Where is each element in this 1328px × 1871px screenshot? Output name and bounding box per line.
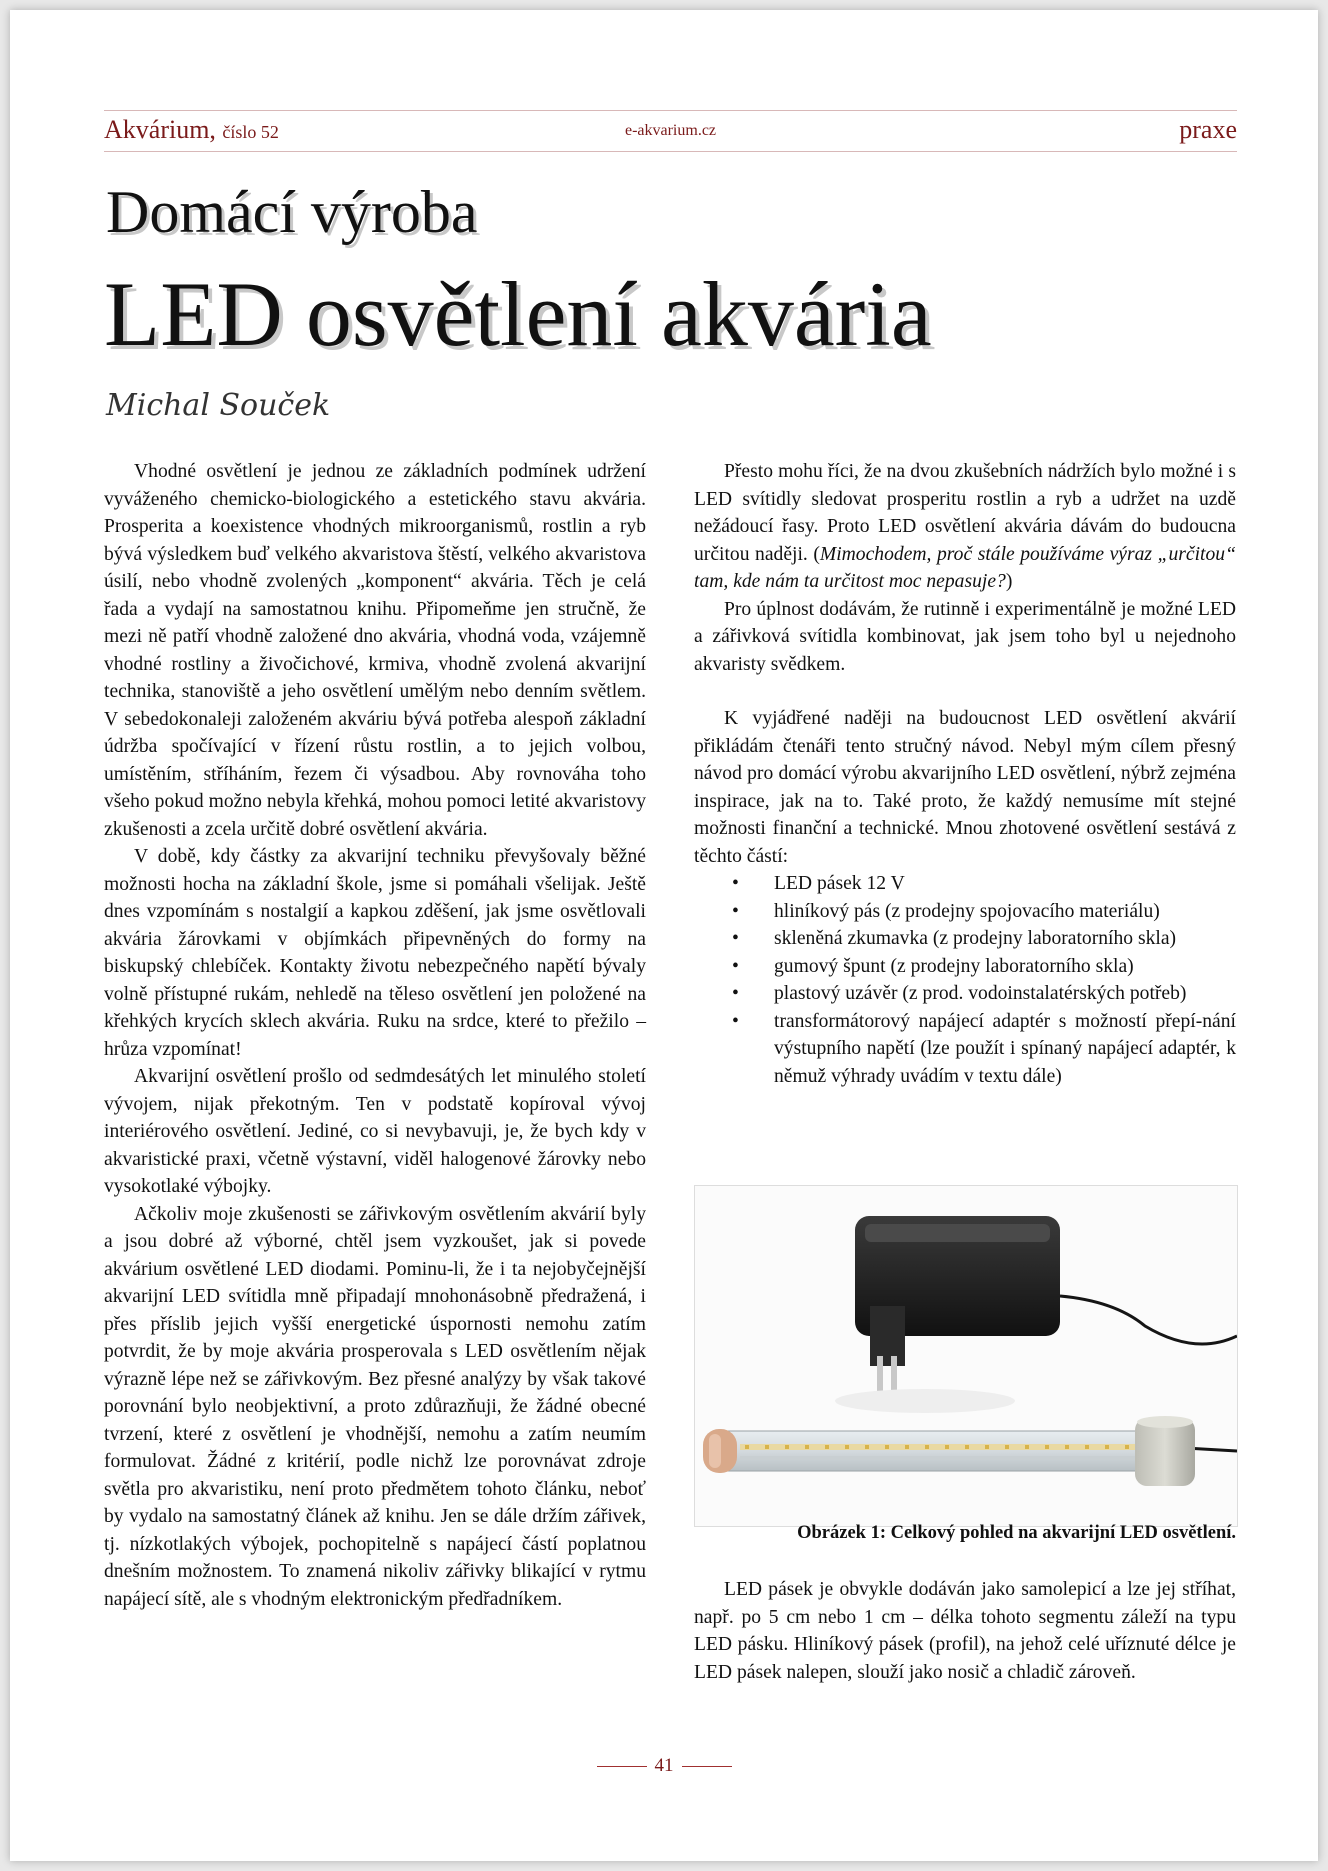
paragraph-text: Přesto mohu říci, že na dvou zkušebních nádržích bylo možné i s LED svítidly sledovat prosperitu rostlin a ryb a udržet na uzdě nežádoucí řasy. Proto LED osvětlení akvária dávám do budoucna určitou naději. ( [694, 461, 1236, 565]
list-item: • skleněná zkumavka (z prodejny laboratorního skla) [694, 925, 1236, 953]
figure-led-light-photo [694, 1185, 1238, 1527]
list-item: • hliníkový pás (z prodejny spojovacího materiálu) [694, 898, 1236, 926]
paragraph: LED pásek je obvykle dodáván jako samolepicí a lze jej stříhat, např. po 5 cm nebo 1 cm – délka tohoto segmentu záleží na typu LED pásku. Hliníkový pásek (profil), na jehož celé uříznuté délce je LED pásek nalepen, slouží jako nosič a chladič zároveň. [694, 1579, 1236, 1683]
issue-number: číslo 52 [222, 122, 279, 142]
list-item: • transformátorový napájecí adaptér s možností přepí-nání výstupního napětí (lze použít i spínaný napájecí adaptér, k němuž výhrady uvádím v textu dále) [694, 1008, 1236, 1091]
paragraph [694, 458, 1236, 596]
paragraph-text: ) [1005, 571, 1013, 592]
site-url: e-akvarium.cz [624, 122, 717, 139]
list-item: • gumový špunt (z prodejny laboratorního skla) [694, 953, 1236, 981]
article-subtitle: Domácí výroba [106, 179, 478, 245]
page [10, 10, 1318, 1861]
list-item: • plastový uzávěr (z prod. vodoinstalatérských potřeb) [694, 980, 1236, 1008]
section-name: praxe [1179, 115, 1237, 144]
magazine-title: Akvárium, [104, 115, 216, 144]
paragraph: V době, kdy částky za akvarijní techniku převyšovaly běžné možnosti hocha na základní škole, jsme si pomáhali všelijak. Ještě dnes vzpomínám s nostalgií a kapkou zděšení, jak jsme osvětlovali akvária žárovkami v objímkách připevněných do formy na biskupský chlebíček. Kontakty životu nebezpečného napětí bývaly volně přístupné rukám, nehledě na těleso osvětlení jen položené na křehkých krycích sklech akvária. Ruku na srdce, které to přežilo – hrůza vzpomínat! [104, 846, 646, 1060]
paragraph: K vyjádřené naději na budoucnost LED osvětlení akvárií přikládám čtenáři tento stručný návod. Nebyl mým cílem přesný návod pro domácí výrobu akvarijního LED osvětlení, nýbrž zejména inspirace, jak na to. Také proto, že každý nemusíme mít stejné možnosti finanční a technické. Mnou zhotovené osvětlení sestává z těchto částí: [694, 708, 1236, 867]
footer-rule-left [597, 1766, 647, 1767]
footer-rule-right [682, 1766, 732, 1767]
author-signature: Michal Souček [106, 388, 331, 423]
paragraph: Vhodné osvětlení je jednou ze základních podmínek udržení vyváženého chemicko-biologického a estetického stavu akvária. Prosperita a koexistence vhodných mikroorganismů, rostlin a ryb bývá výsledkem buď velkého akvaristova štěstí, velkého akvaristova úsilí, nebo vhodně zvolených „komponent“ akvária. Těch je celá řada a vydají na samostatnou knihu. Připomeňme jen stručně, že mezi ně patří vhodně založené dno akvária, vhodná voda, vzájemně vhodné rostliny a živočichové, krmiva, vhodně zvolená akvarijní technika, stanoviště a jeho osvětlení umělým nebo denním světlem. V sebedokonaleji založeném akváriu bývá potřeba alespoň základní údržba spočívající v řízení růstu rostlin, a to jejich volbou, umístěním, stříháním, řezem či výsadbou. Aby rovnováha toho všeho pokud možno nebyla křehká, mohou pomoci letité akvaristovy zkušenosti a zcela určitě dobré osvětlení akvária. [104, 461, 646, 840]
left-column [104, 458, 646, 1613]
paragraph: Ačkoliv moje zkušenosti se zářivkovým osvětlením akvárií byly a jsou dobré až výborné, chtěl jsem vyzkoušet, jak si povede akvárium osvětlené LED diodami. Pominu-li, že i ta nejobyčejnější akvarijní LED svítidla mně připadají mnohonásobně předražená, i přes příslib jejich vyšší energetické úspornosti nemohu zatím potvrdit, že by moje akvária prosperovala s LED osvětlením nějak výrazně lépe než se zářivkovým. Bez přesné analýzy by však takové porovnání bylo neobjektivní, a proto zdůrazňuji, že žádné obecné tvrzení, které z osvětlení je vhodnější, nemohu a zatím neumím formulovat. Žádné z kritérií, podle nichž lze porovnávat zdroje světla pro akvaristiku, není proto předmětem tohoto článku, neboť by vydalo na samostatný článek až knihu. Jen se dále držím zářivek, tj. nízkotlakých výbojek, pochopitelně s napájecí částí poplatnou dnešním možnostem. To znamená nikoliv zářivky blikající v rytmu napájecí sítě, ale s vhodným elektronickým předřadníkem. [104, 1203, 646, 1610]
list-item: • LED pásek 12 V [694, 870, 1236, 898]
paragraph: Pro úplnost dodávám, že rutinně i experimentálně je možné LED a zářivková svítidla kombinovat, jak jsem toho byl u nejednoho akvaristy svědkem. [694, 598, 1236, 675]
right-column [694, 458, 1236, 1090]
right-column-continued [694, 1576, 1236, 1686]
page-footer [10, 1755, 1318, 1777]
page-number: 41 [654, 1755, 674, 1776]
paragraph: Akvarijní osvětlení prošlo od sedmdesátých let minulého století vývojem, nijak překotným. Ten v podstatě kopíroval vývoj interiérového osvětlení. Jediné, co si nevybavuji, je, že bych kdy v akvaristické praxi, včetně výstavní, viděl halogenové žárovky nebo vysokotlaké výbojky. [104, 1066, 646, 1197]
running-header [104, 110, 1237, 152]
led-light-illustration [695, 1186, 1237, 1526]
parts-list [694, 870, 1236, 1090]
article-title: LED osvětlení akvária [104, 263, 932, 365]
figure-caption: Obrázek 1: Celkový pohled na akvarijní LED osvětlení. [797, 1523, 1236, 1543]
paragraph-aside: Mimochodem, proč stále používáme výraz „určitou“ tam, kde nám ta určitost moc nepasuje? [694, 543, 1236, 592]
